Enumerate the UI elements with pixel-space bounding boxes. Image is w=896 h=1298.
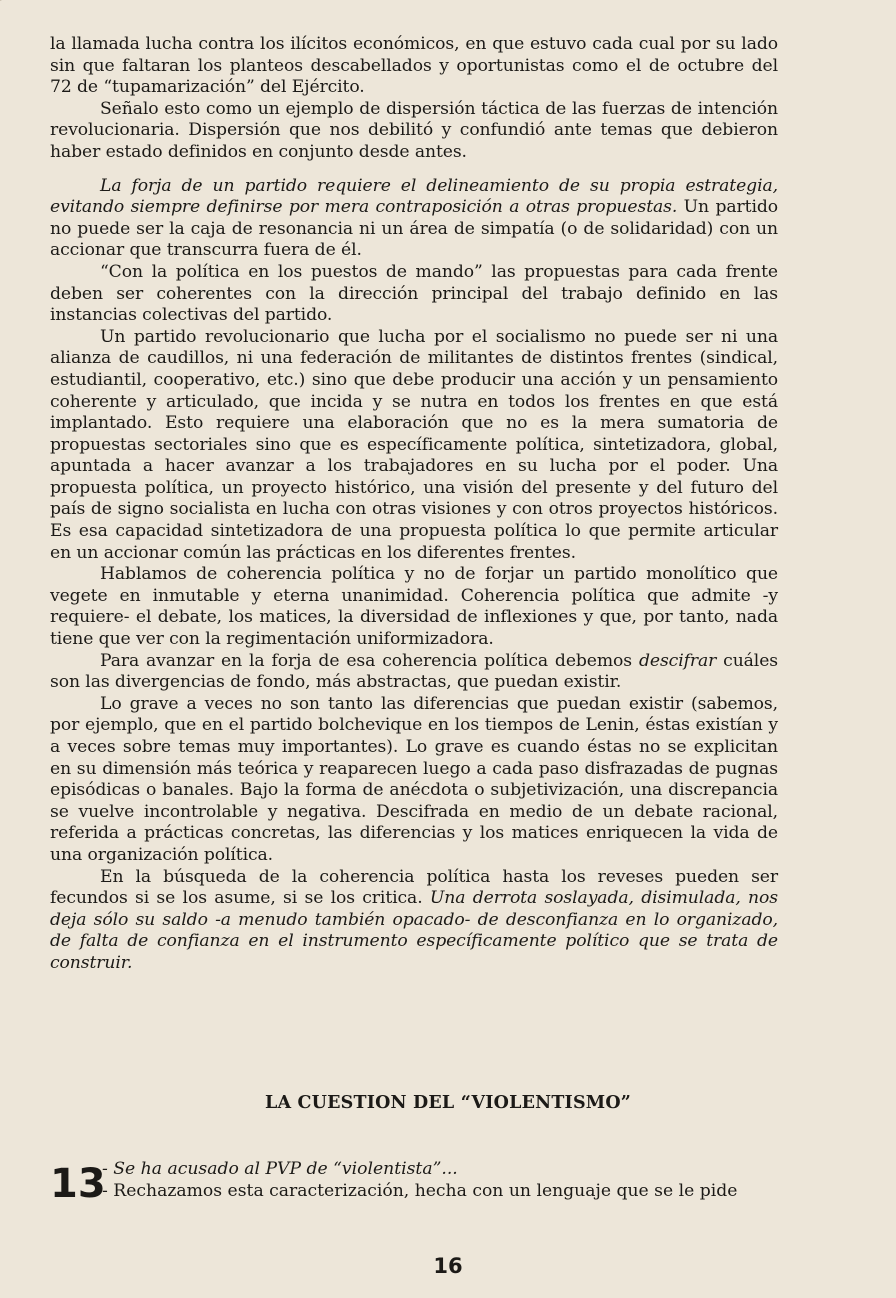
paragraph-text: cuáles son las divergencias de fondo, más abstractas, que puedan existir. <box>50 650 778 693</box>
page-corner-fold <box>0 0 35 17</box>
paragraph-text: En la búsqueda de la coherencia política hasta los reveses pueden ser fecundos si se los asume, si se los critica. <box>50 866 778 909</box>
italic-text: Una derrota soslayada, disimulada, nos deja sólo su saldo -a menudo también opacado- de desconfianza en lo organizado, de falta de confianza en el instrumento específicamente político que se trata de construir. <box>50 888 778 973</box>
paragraph <box>50 176 778 262</box>
paragraph: Hablamos de coherencia política y no de forjar un partido monolítico que vegete en inmutable y eterna unanimidad. Coherencia política que admite -y requiere- el debate, los matices, la diversidad de inflexiones y que, por tanto, nada tiene que ver con la regimentación uniformizadora. <box>50 564 778 650</box>
section-heading: LA CUESTION DEL “VIOLENTISMO” <box>264 1093 632 1113</box>
paragraph <box>50 867 778 975</box>
paragraph: la llamada lucha contra los ilícitos económicos, en que estuvo cada cual por su lado sin que faltaran los planteos descabellados y oportunistas como el de octubre del 72 de “tupamarización” del Ejército. <box>50 34 778 98</box>
paragraph-text: Para avanzar en la forja de esa coherencia política debemos <box>100 650 639 671</box>
question-text <box>102 1158 792 1180</box>
paragraph: Lo grave a veces no son tanto las diferencias que puedan existir (sabemos, por ejemplo, que en el partido bolchevique en los tiempos de Lenin, éstas existían y a veces sobre temas muy importantes). Lo grave es cuando éstas no se explicitan en su dimensión más teórica y reaparecen luego a cada paso disfrazadas de pugnas episódicas o banales. Bajo la forma de anécdota o subjetivización, una discrepancia se vuelve incontrolable y negativa. Descifrada en medio de un debate racional, referida a prácticas concretas, las diferencias y los matices enriquecen la vida de una organización política. <box>50 693 778 865</box>
question-italic: - Se ha acusado al PVP de “violentista”... <box>102 1159 458 1179</box>
paragraph: “Con la política en los puestos de mando” las propuestas para cada frente deben ser coherentes con la dirección principal del trabajo definido en las instancias colectivas del partido. <box>50 261 778 326</box>
body-text <box>50 34 778 975</box>
paragraph: Un partido revolucionario que lucha por el socialismo no puede ser ni una alianza de caudillos, ni una federación de militantes de distintos frentes (sindical, estudiantil, cooperativo, etc.) sino que debe producir una acción y un pensamiento coherente y articulado, que incida y se nutra en todos los frentes en que está implantado. Esto requiere una elaboración que no es la mera sumatoria de propuestas sectoriales sino que es específicamente política, sintetizadora, global, apuntada a hacer avanzar a los trabajadores en su lucha por el poder. Una propuesta política, un proyecto histórico, una visión del presente y del futuro del país de signo socialista en lucha con otras visiones y con otros proyectos históricos. Es esa capacidad sintetizadora de una propuesta política lo que permite articular en un accionar común las prácticas en los diferentes frentes. <box>50 326 778 563</box>
paragraph <box>50 651 778 694</box>
paragraph-text: Un partido no puede ser la caja de resonancia ni un área de simpatía (o de solidaridad) con un accionar que transcurra fuera de él. <box>50 197 778 261</box>
question-answer-lines <box>102 1158 792 1202</box>
italic-text: descifrar <box>638 650 717 671</box>
page-number: 16 <box>433 1254 463 1278</box>
answer-text: - Rechazamos esta caracterización, hecha con un lenguaje que se le pide <box>102 1181 738 1201</box>
paragraph: Señalo esto como un ejemplo de dispersión táctica de las fuerzas de intención revolucionaria. Dispersión que nos debilitó y confundió ante temas que debieron haber estado definidos en conjunto desde antes. <box>50 98 778 162</box>
question-number: 13 <box>50 1161 106 1207</box>
italic-text: La forja de un partido requiere el delineamiento de su propia estrategia, evitando siempre definirse por mera contraposición a otras propuestas. <box>50 175 778 218</box>
